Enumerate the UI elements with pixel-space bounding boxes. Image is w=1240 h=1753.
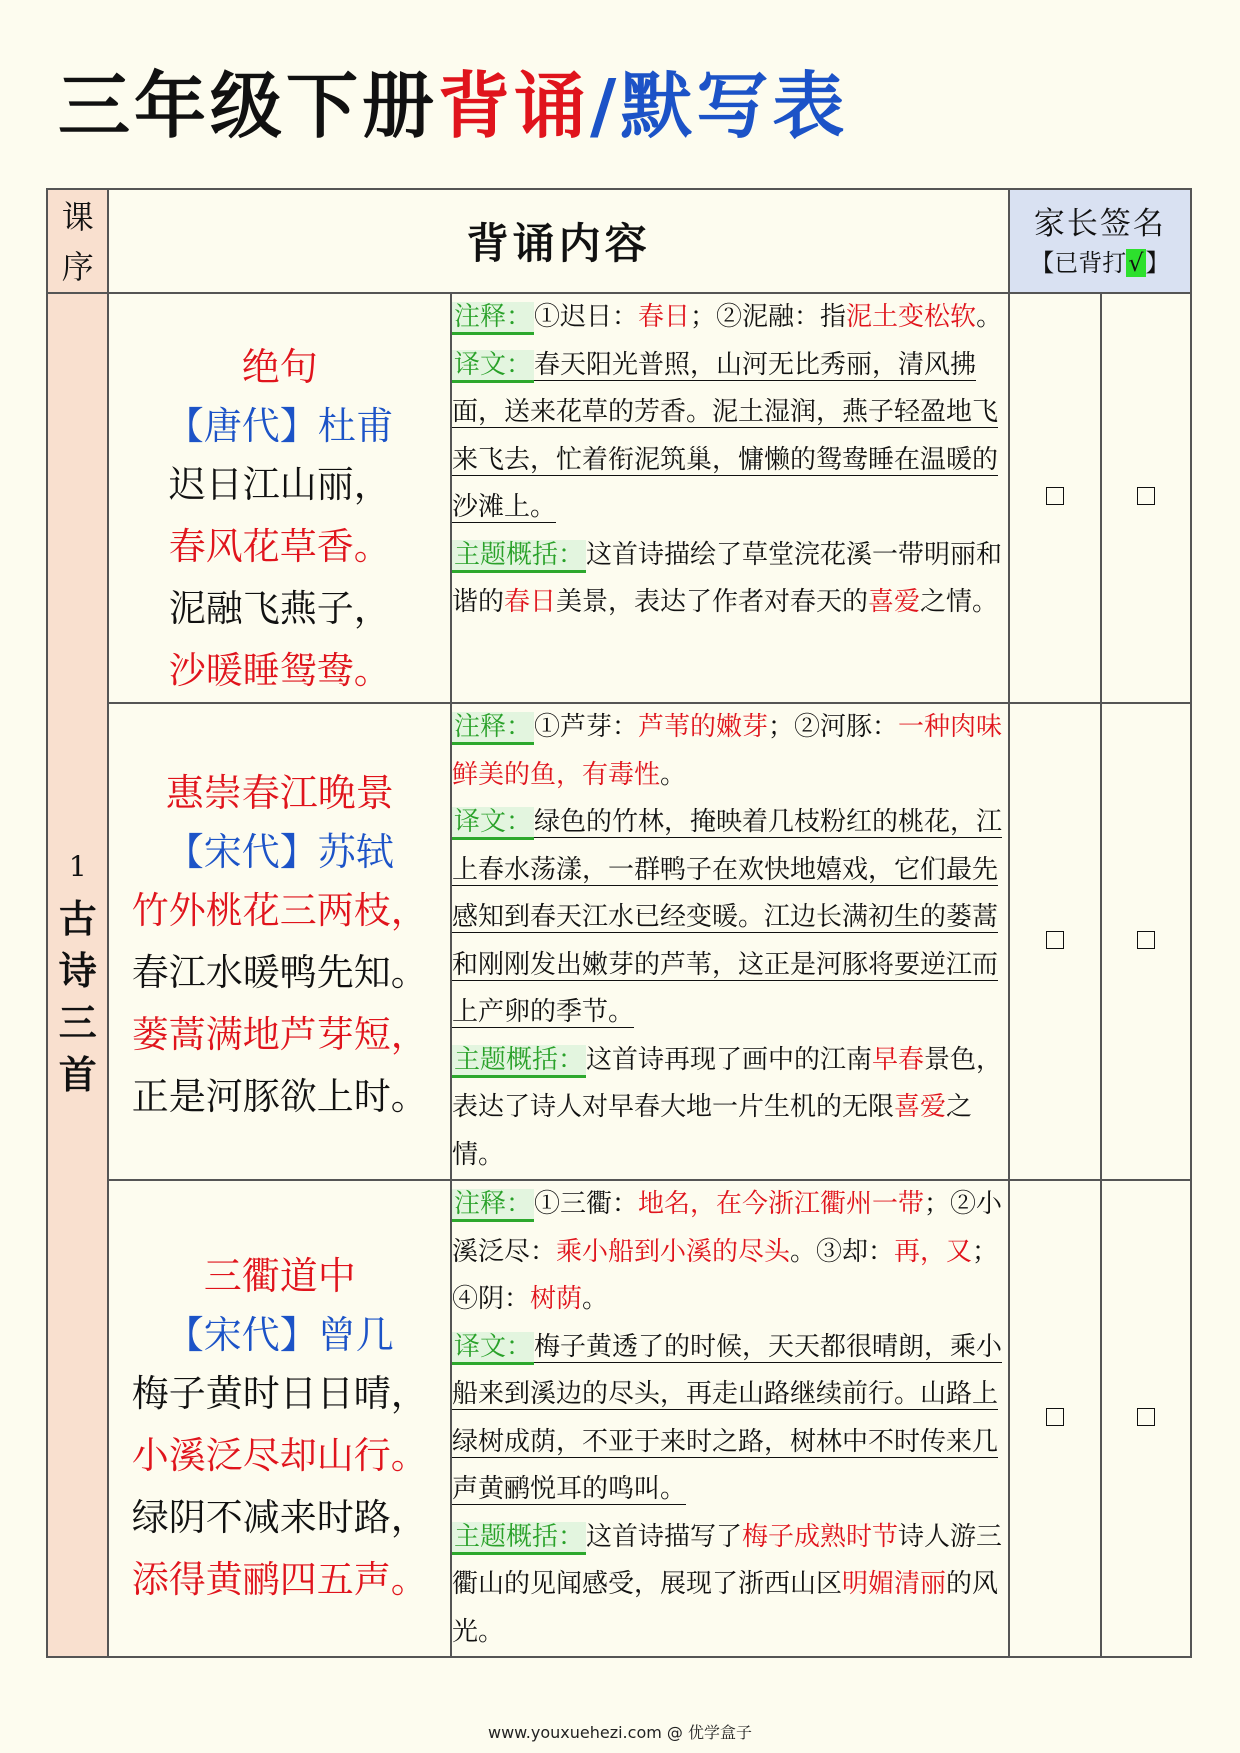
checkbox-icon[interactable] — [1046, 1408, 1064, 1426]
translation-label: 译文： — [452, 350, 534, 383]
translation-section — [452, 342, 1008, 532]
theme-label: 主题概括： — [452, 1045, 586, 1078]
notes-section: 注释：①三衢：地名，在今浙江衢州一带；②小溪泛尽：乘小船到小溪的尽头。③却：再，又；④阴：树荫。 — [451, 1189, 1003, 1314]
recitation-table — [46, 188, 1192, 1658]
notes-section: 注释：①迟日：春日；②泥融：指泥土变松软。 — [452, 294, 1008, 342]
sign-checkbox[interactable] — [1009, 1180, 1101, 1657]
translation-section — [452, 799, 1008, 1037]
notes-label: 注释： — [452, 1189, 534, 1222]
theme-label: 主题概括： — [452, 540, 586, 573]
title-sep: / — [590, 64, 621, 148]
translation-label: 译文： — [452, 807, 534, 840]
poem-line: 小溪泛尽却山行。 — [131, 1434, 428, 1477]
sign-checkbox[interactable] — [1101, 293, 1191, 703]
header-sign-hint: 【已背打√】 — [1030, 249, 1170, 277]
title-part3: 默写表 — [620, 64, 849, 148]
lesson-cell — [47, 293, 108, 1657]
checkbox-icon[interactable] — [1046, 931, 1064, 949]
poem-text — [108, 293, 451, 703]
poem-text — [108, 1180, 451, 1657]
poem-author: 【唐代】杜甫 — [165, 404, 394, 448]
checkbox-icon[interactable] — [1137, 931, 1155, 949]
checkbox-icon[interactable] — [1137, 1408, 1155, 1426]
poem-line: 蒌蒿满地芦芽短， — [131, 1013, 428, 1056]
poem-line: 迟日江山丽， — [168, 463, 391, 506]
title-part1: 三年级下册 — [58, 64, 439, 148]
header-lesson-char: 序 — [61, 248, 94, 286]
header-content: 背诵内容 — [108, 189, 1008, 293]
poem-notes — [451, 293, 1009, 703]
header-lesson-char: 课 — [61, 198, 94, 236]
translation-label: 译文： — [452, 1332, 534, 1365]
translation-text: 梅子黄透了的时候，天天都很晴朗，乘小船来到溪边的尽头，再走山路继续前行。山路上绿树成荫，不亚于来时之路，树林中不时传来几声黄鹂悦耳的鸣叫。 — [451, 1331, 1003, 1504]
poem-line: 正是河豚欲上时。 — [131, 1075, 428, 1118]
check-mark-icon: √ — [1128, 249, 1144, 277]
title-part2: 背诵 — [438, 64, 591, 148]
translation-text: 绿色的竹林，掩映着几枝粉红的桃花，江上春水荡漾，一群鸭子在欢快地嬉戏，它们最先感知到春天江水已经变暖。江边长满初生的蒌蒿和刚刚发出嫩芽的芦苇，这正是河豚将要逆江而上产卵的季节。 — [451, 807, 1003, 1027]
poem-line: 绿阴不减来时路， — [131, 1496, 428, 1539]
lesson-number: 1 — [68, 849, 87, 883]
notes-label: 注释： — [452, 712, 534, 745]
poem-line: 沙暖睡鸳鸯。 — [168, 649, 391, 692]
poem-author: 【宋代】苏轼 — [165, 830, 394, 874]
poem-line: 春江水暖鸭先知。 — [131, 951, 428, 994]
poem-line: 春风花草香。 — [168, 525, 391, 568]
header-row — [47, 189, 1191, 293]
footer-credit: www.youxuehezi.com @ 优学盒子 — [488, 1723, 752, 1742]
notes-label: 注释： — [452, 302, 534, 335]
poem-title: 绝句 — [241, 345, 318, 389]
sign-checkbox[interactable] — [1101, 1180, 1191, 1657]
notes-section: 注释：①芦芽：芦苇的嫩芽；②河豚：一种肉味鲜美的鱼，有毒性。 — [451, 712, 1003, 790]
poem-line: 竹外桃花三两枝， — [131, 889, 428, 932]
checkbox-icon[interactable] — [1046, 487, 1064, 505]
poem-line: 添得黄鹂四五声。 — [131, 1558, 428, 1601]
theme-section: 主题概括：这首诗描绘了草堂浣花溪一带明丽和谐的春日美景，表达了作者对春天的喜爱之情。 — [451, 539, 1003, 617]
poem-notes — [451, 1180, 1009, 1657]
poem-row — [47, 293, 1191, 703]
poem-title: 三衢道中 — [203, 1254, 356, 1298]
theme-section: 主题概括：这首诗描写了梅子成熟时节诗人游三衢山的见闻感受，展现了浙西山区明媚清丽的风光。 — [451, 1521, 1003, 1647]
poem-text — [108, 703, 451, 1180]
poem-line: 梅子黄时日日晴， — [131, 1372, 428, 1415]
sign-checkbox[interactable] — [1009, 293, 1101, 703]
poem-author: 【宋代】曾几 — [165, 1313, 394, 1357]
page-title — [58, 64, 849, 148]
header-sign-label: 家长签名 — [1033, 206, 1166, 242]
checkbox-icon[interactable] — [1137, 487, 1155, 505]
poem-line: 泥融飞燕子， — [168, 587, 391, 630]
poem-title: 惠崇春江晚景 — [165, 771, 394, 815]
poem-notes — [451, 703, 1009, 1180]
sign-checkbox[interactable] — [1009, 703, 1101, 1180]
header-lesson-cell — [47, 189, 108, 293]
header-parent-sign — [1009, 189, 1191, 293]
translation-text: 春天阳光普照，山河无比秀丽，清风拂面，送来花草的芳香。泥土湿润，燕子轻盈地飞来飞去，忙着衔泥筑巢，慵懒的鸳鸯睡在温暖的沙滩上。 — [451, 349, 998, 522]
translation-section — [452, 1324, 1008, 1514]
sign-checkbox[interactable] — [1101, 703, 1191, 1180]
lesson-name: 古 诗 三 首 — [58, 895, 97, 1097]
theme-label: 主题概括： — [452, 1522, 586, 1555]
theme-section: 主题概括：这首诗再现了画中的江南早春景色，表达了诗人对早春大地一片生机的无限喜爱之情。 — [451, 1044, 1003, 1170]
poem-row — [47, 703, 1191, 1180]
poem-row — [47, 1180, 1191, 1657]
